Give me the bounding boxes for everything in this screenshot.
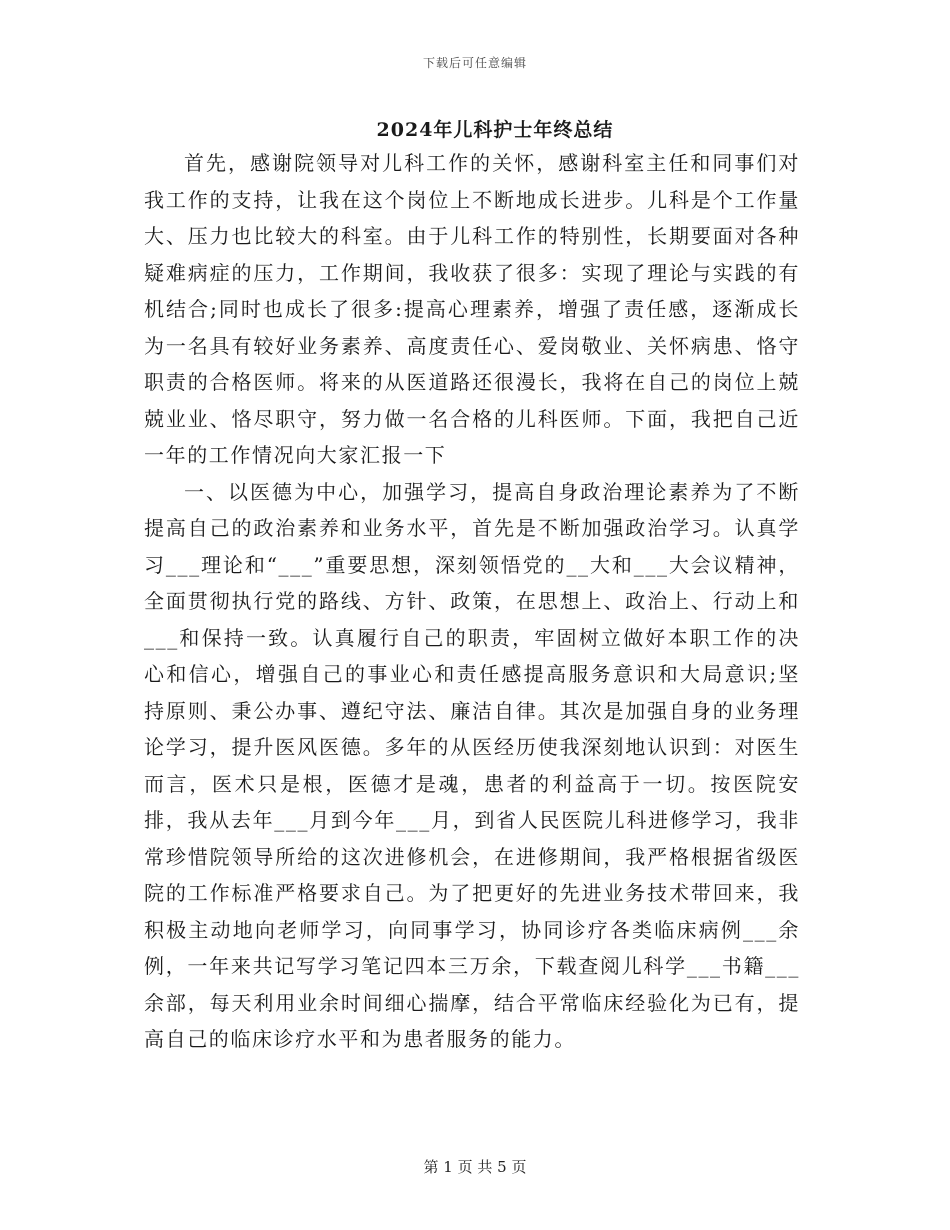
document-title: 2024年儿科护士年终总结 (376, 119, 614, 141)
header-note: 下载后可任意编辑 (422, 56, 527, 70)
document-body (144, 145, 800, 1058)
paragraph-intro: 首先，感谢院领导对儿科工作的关怀，感谢科室主任和同事们对我工作的支持，让我在这个岗位上不断地成长进步。儿科是个工作量大、压力也比较大的科室。由于儿科工作的特别性，长期要面对各种疑难病症的压力，工作期间，我收获了很多：实现了理论与实践的有机结合;同时也成长了很多:提高心理素养，增强了责任感，逐渐成长为一名具有较好业务素养、高度责任心、爱岗敬业、关怀病患、恪守职责的合格医师。将来的从医道路还很漫长，我将在自己的岗位上兢兢业业、恪尽职守，努力做一名合格的儿科医师。下面，我把自己近一年的工作情况向大家汇报一下 (144, 151, 800, 467)
paragraph-section-one: 一、以医德为中心，加强学习，提高自身政治理论素养为了不断提高自己的政治素养和业务水平，首先是不断加强政治学习。认真学习___理论和“___”重要思想，深刻领悟党的__大和___大会议精神，全面贯彻执行党的路线、方针、政策，在思想上、政治上、行动上和___和保持一致。认真履行自己的职责，牢固树立做好本职工作的决心和信心，增强自己的事业心和责任感提高服务意识和大局意识;坚持原则、秉公办事、遵纪守法、廉洁自律。其次是加强自身的业务理论学习，提升医风医德。多年的从医经历使我深刻地认识到：对医生而言，医术只是根，医德才是魂，患者的利益高于一切。按医院安排，我从去年___月到今年___月，到省人民医院儿科进修学习，我非常珍惜院领导所给的这次进修机会，在进修期间，我严格根据省级医院的工作标准严格要求自己。为了把更好的先进业务技术带回来，我积极主动地向老师学习，向同事学习，协同诊疗各类临床病例___余例，一年来共记写学习笔记四本三万余，下载查阅儿科学___书籍___余部，每天利用业余时间细心揣摩，结合平常临床经验化为已有，提高自己的临床诊疗水平和为患者服务的能力。 (144, 479, 800, 1051)
page-number-footer: 第 1 页 共 5 页 (423, 1158, 527, 1176)
